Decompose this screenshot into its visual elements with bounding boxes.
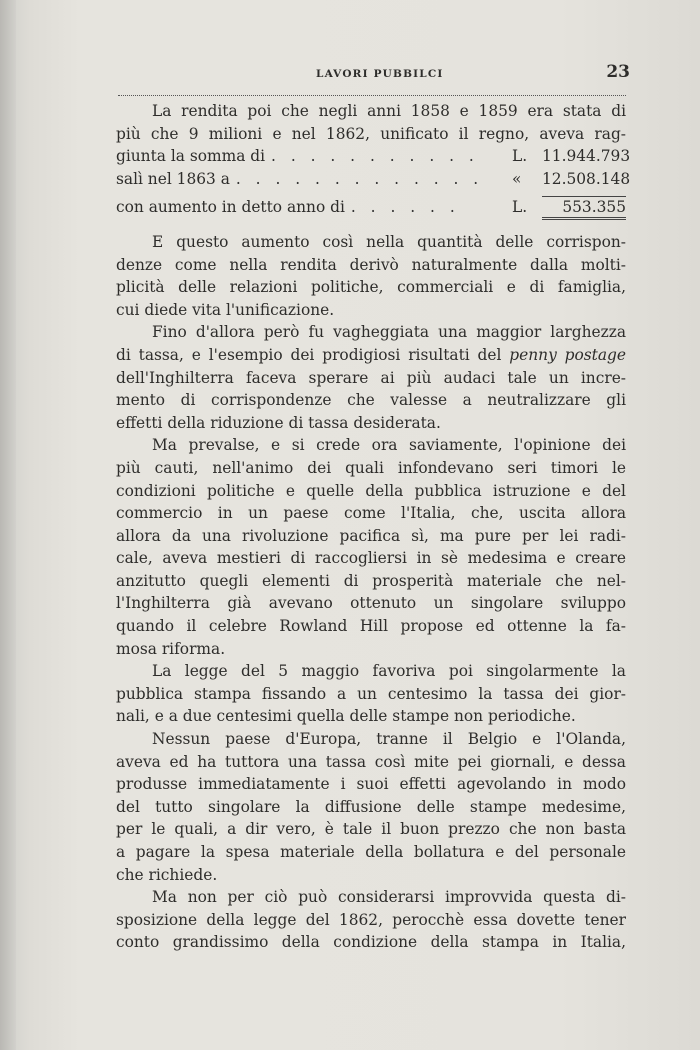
text-line: La rendita poi che negli anni 1858 e 1859 era stata di	[152, 102, 626, 120]
text-line: commercio in un paese come l'Italia, che, uscita allora	[116, 504, 626, 523]
revenue-row-1863	[116, 168, 631, 191]
text-line: cui diede vita l'unificazione.	[116, 300, 335, 319]
text-line: più che 9 milioni e nel 1862, unificato il regno, aveva rag-	[116, 124, 626, 143]
running-title: LAVORI PUBBILCI	[316, 68, 444, 80]
currency-mark: L.	[512, 198, 528, 217]
text-line: del tutto singolare la diffusione delle stampe medesime,	[116, 797, 626, 816]
total-amount: 553.355	[542, 196, 626, 220]
paragraph-1	[116, 231, 626, 321]
leader-dots: . . . . . . . . . . . . .	[235, 169, 484, 188]
header-rule	[118, 95, 626, 96]
text-line: sposizione della legge del 1862, perocchè essa dovette tener	[116, 910, 626, 929]
paragraph-3	[116, 434, 626, 660]
text-line: mosa riforma.	[116, 639, 226, 658]
text-line: l'Inghilterra già avevano ottenuto un singolare sviluppo	[116, 594, 626, 613]
text-line: E questo aumento così nella quantità delle corrispon-	[152, 232, 626, 251]
amount: 11.944.793	[542, 147, 631, 166]
text-line: anzitutto quegli elementi di prosperità materiale che nel-	[116, 571, 626, 590]
text-line: Ma prevalse, e si crede ora saviamente, l'opinione dei	[152, 436, 626, 455]
text-line: dell'Inghilterra faceva sperare ai più audaci tale un incre-	[116, 368, 626, 387]
page-number: 23	[606, 62, 630, 82]
currency-mark: L.	[512, 147, 528, 166]
text-line: aveva ed ha tuttora una tassa così mite pei giornali, e dessa	[116, 752, 626, 771]
text-line: quando il celebre Rowland Hill propose ed ottenne la fa-	[116, 617, 626, 636]
revenue-row-increase	[116, 196, 626, 219]
revenue-paragraph	[116, 100, 631, 219]
text-line: produsse immediatamente i suoi effetti agevolando in modo	[116, 775, 626, 794]
revenue-row-1862	[116, 145, 631, 168]
row-label: giunta la somma di	[116, 147, 266, 166]
text-line: conto grandissimo della condizione della stampa in Italia,	[116, 933, 626, 952]
text-line: cale, aveva mestieri di raccogliersi in sè medesima e creare	[116, 549, 626, 568]
amount: 12.508.148	[542, 169, 631, 188]
text-line: plicità delle relazioni politiche, commerciali e di famiglia,	[116, 278, 626, 297]
text-line: Ma non per ciò può considerarsi improvvida questa di-	[152, 888, 626, 907]
text-line: La legge del 5 maggio favoriva poi singolarmente la	[152, 662, 626, 681]
italic-term: penny postage	[509, 345, 626, 364]
text-line: che richiede.	[116, 865, 218, 884]
text-line: Nessun paese d'Europa, tranne il Belgio e l'Olanda,	[152, 730, 626, 749]
text-line: nali, e a due centesimi quella delle stampe non periodiche.	[116, 707, 576, 726]
leader-dots: . . . . . . . . . . .	[271, 147, 479, 166]
text-line: effetti della riduzione di tassa desiderata.	[116, 413, 441, 432]
page-text	[116, 100, 631, 954]
text-line	[116, 344, 626, 367]
text-line: mento di corrispondenze che valesse a neutralizzare gli	[116, 391, 626, 410]
text-line: denze come nella rendita derivò naturalmente dalla molti-	[116, 255, 626, 274]
page-header	[120, 62, 630, 92]
currency-mark: «	[512, 169, 522, 188]
text-line: più cauti, nell'animo dei quali infondevano seri timori le	[116, 458, 626, 477]
text-line: allora da una rivoluzione pacifica sì, ma pure per lei radi-	[116, 526, 626, 545]
text-line: pubblica stampa fissando a un centesimo la tassa dei gior-	[116, 684, 626, 703]
paragraph-2	[116, 321, 626, 434]
text-line: per le quali, a dir vero, è tale il buon prezzo che non basta	[116, 820, 626, 839]
paragraph-5	[116, 728, 626, 886]
text-line: Fino d'allora però fu vagheggiata una maggior larghezza	[152, 323, 626, 342]
leader-dots: . . . . . .	[350, 198, 460, 217]
text-line: a pagare la spesa materiale della bollatura e del personale	[116, 843, 626, 861]
text-line: condizioni politiche e quelle della pubblica istruzione e del	[116, 481, 626, 500]
paragraph-4	[116, 660, 626, 728]
text-span: di tassa, e l'esempio dei prodigiosi risultati del	[116, 345, 510, 364]
page-gutter	[0, 0, 16, 1050]
row-label: salì nel 1863 a	[116, 169, 230, 188]
row-label: con aumento in detto anno di	[116, 198, 345, 217]
paragraph-6	[116, 886, 626, 954]
